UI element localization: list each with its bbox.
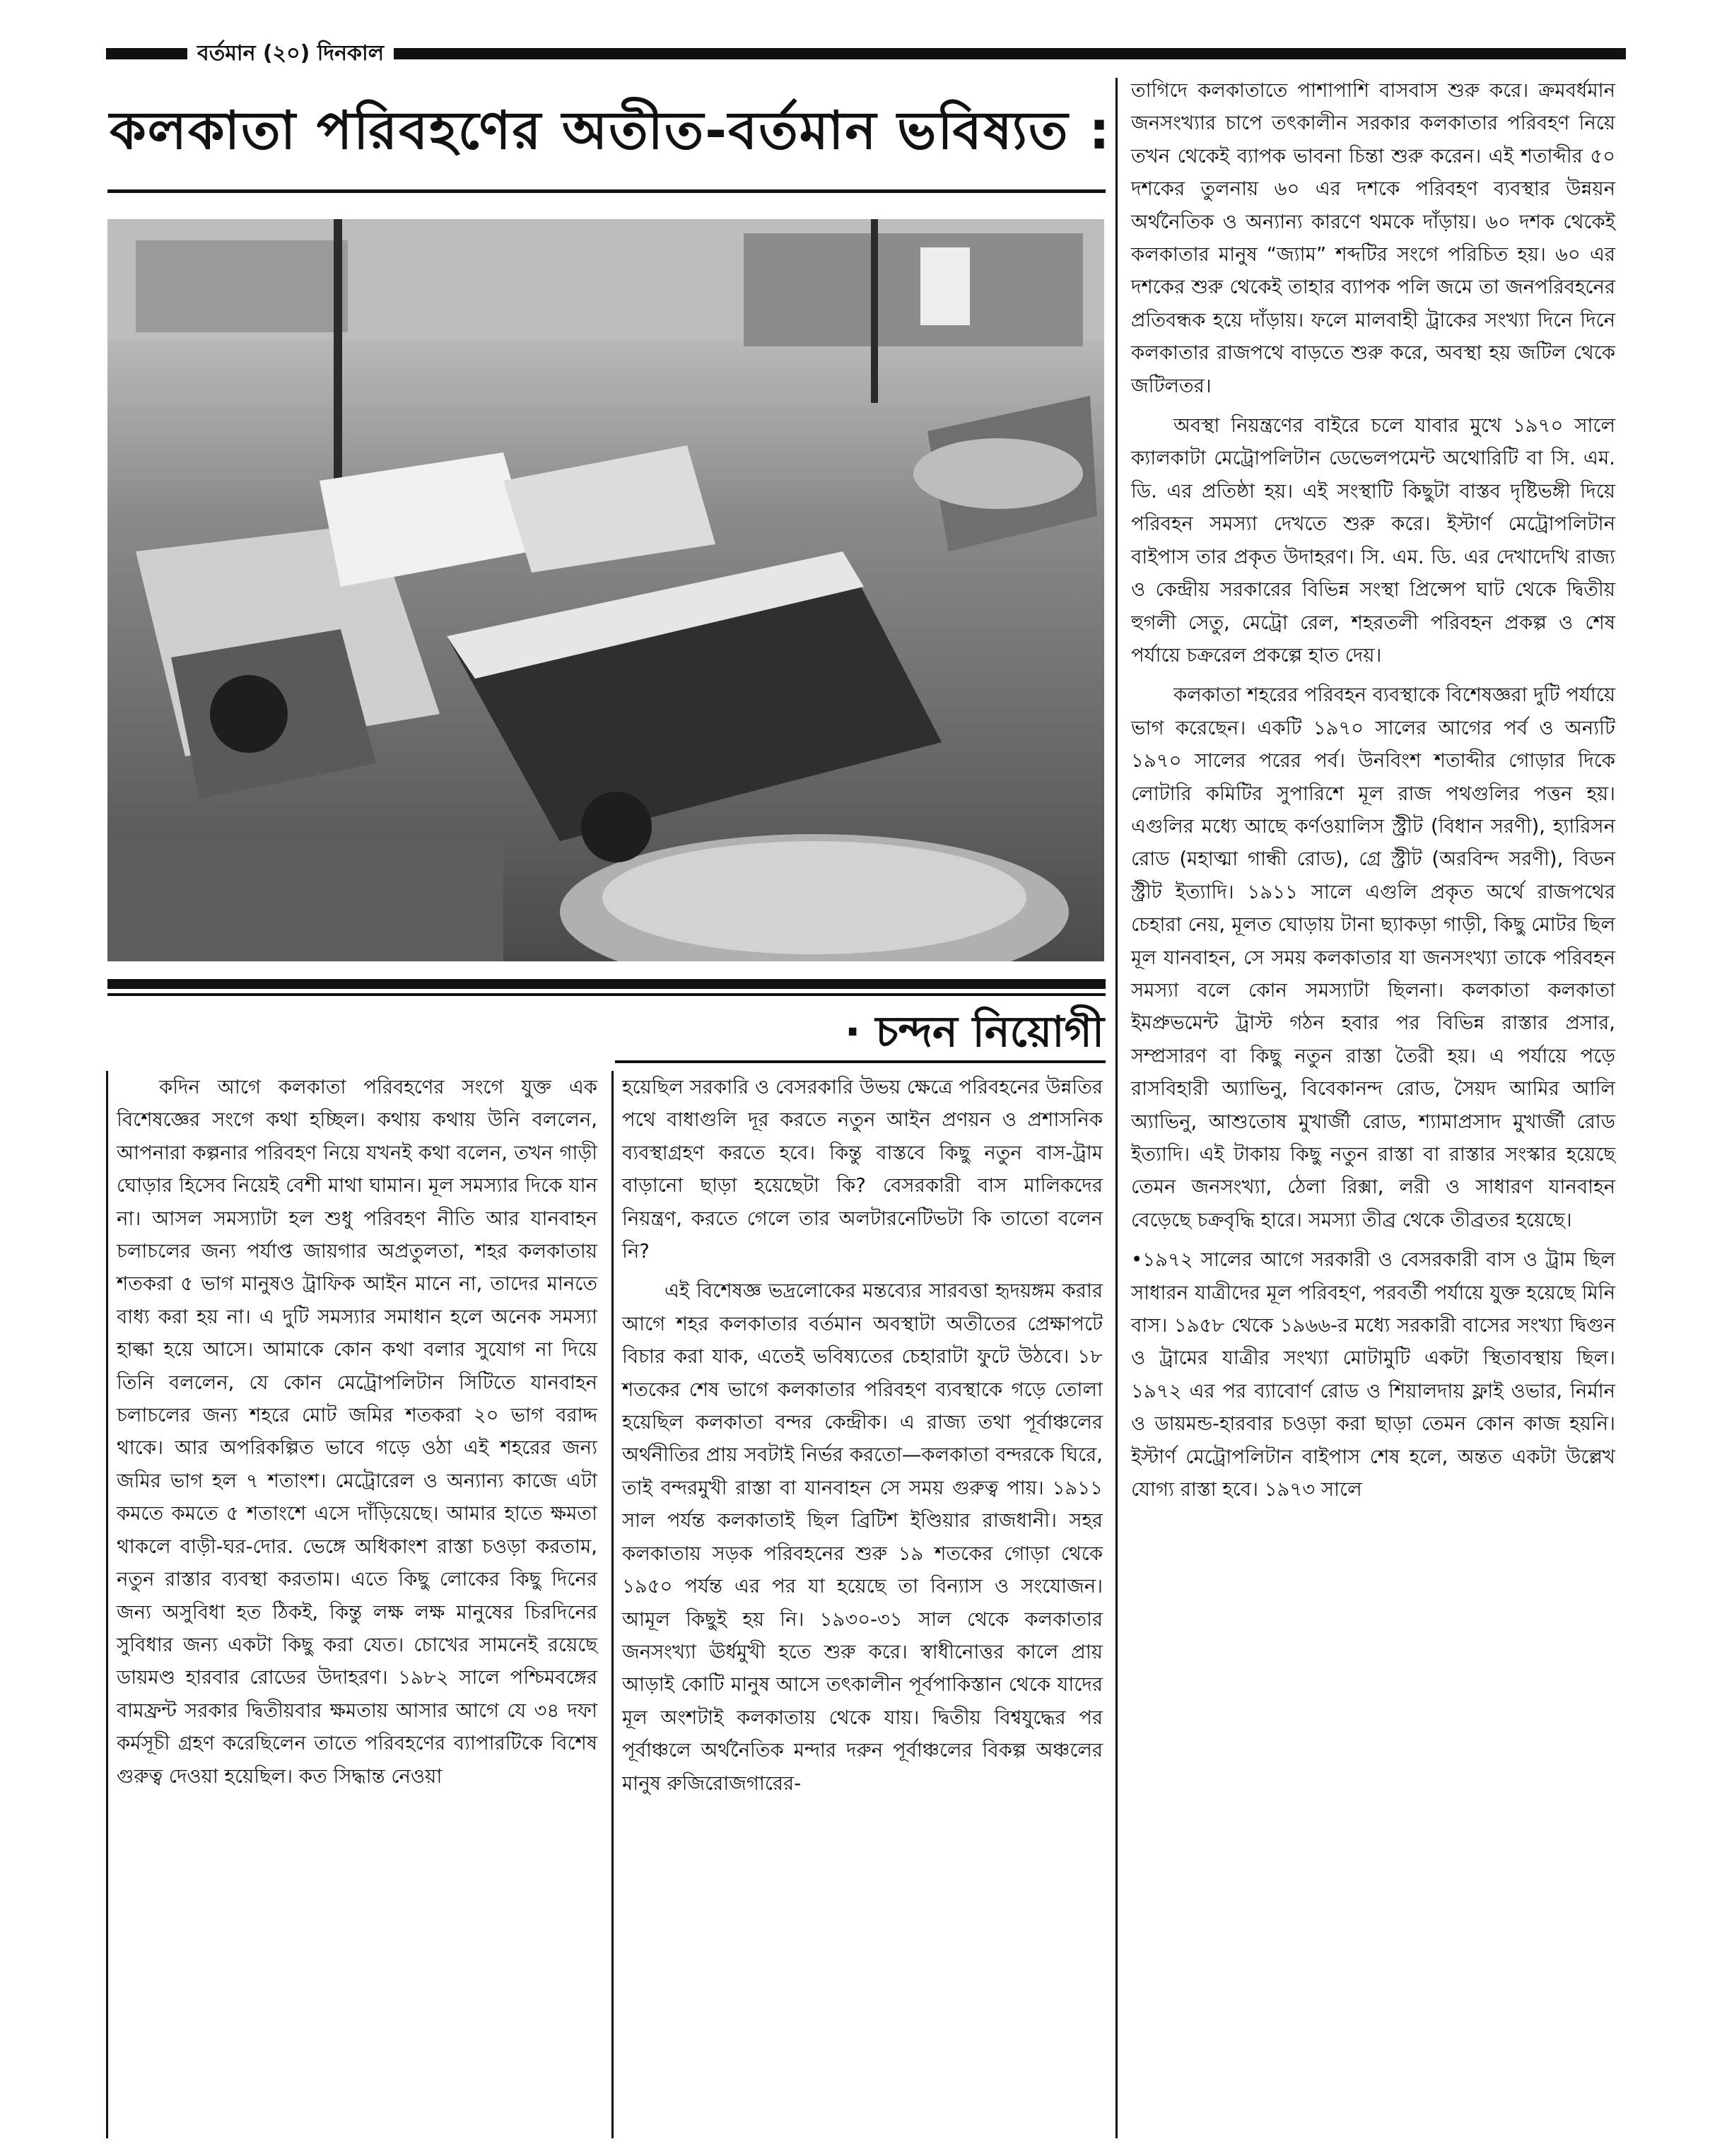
column-divider-right bbox=[1115, 78, 1118, 2138]
traffic-photo-illustration bbox=[107, 219, 1104, 961]
headline-rule bbox=[107, 189, 1106, 193]
right-column-paragraph-3: কলকাতা শহরের পরিবহন ব্যবস্থাকে বিশেষজ্ঞরা দুটি পর্যায়ে ভাগ করেছেন। একটি ১৯৭০ সালের আগের পর্ব ও অন্যটি ১৯৭০ সালের পরের পর্ব। উনবিংশ শতাব্দীর গোড়ার দিকে লোটারি কমিটির সুপারিশে মূল রাজ পথগুলির পত্তন হয়। এগুলির মধ্যে আছে কর্ণওয়ালিস স্ট্রীট (বিধান সরণী), হ্যারিসন রোড (মহাত্মা গান্ধী রোড), গ্রে স্ট্রীট (অরবিন্দ সরণী), বিডন স্ট্রীট ইত্যাদি। ১৯১১ সালে এগুলি প্রকৃত অর্থে রাজপথের চেহারা নেয়, মূলত ঘোড়ায় টানা ছ্যাকড়া গাড়ী, কিছু মোটর ছিল মূল যানবাহন, সে সময় কলকাতার যা জনসংখ্যা তাকে পরিবহন সমস্যা বলে কোন সমস্যাটা ছিলনা। কলকাতা কলকাতা ইমপ্রুভমেন্ট ট্রাস্ট গঠন হবার পর বিভিন্ন রাস্তার প্রসার, সম্প্রসারণ বা কিছু নতুন রাস্তা তৈরী হয়। এ পর্যায়ে পড়ে রাসবিহারী অ্যাভিনু, বিবেকানন্দ রোড, সৈয়দ আমির আলি অ্যাভিনু, আশুতোষ মুখার্জী রোড, শ্যামাপ্রসাদ মুখার্জী রোড ইত্যাদি। এই টাকায় কিছু নতুন রাস্তা বা রাস্তার সংস্কার হয়েছে তেমন জনসংখ্যা, ঠেলা রিক্সা, লরী ও সাধারণ যানবাহন বেড়েছে চক্রবৃদ্ধি হারে। সমস্যা তীব্র থেকে তীব্রতর হয়েছে। bbox=[1131, 684, 1616, 1231]
masthead bbox=[106, 42, 1626, 65]
headline: কলকাতা পরিবহণের অতীত-বর্তমান ভবিষ্যত : bbox=[110, 100, 1111, 161]
column-divider-middle bbox=[611, 1071, 614, 2138]
left-column-paragraph-1: কদিন আগে কলকাতা পরিবহণের সংগে যুক্ত এক বিশেষজ্ঞের সংগে কথা হচ্ছিল। কথায় কথায় উনি বললেন, আপনারা কল্পনার পরিবহণ নিয়ে যখনই কথা বলেন, তখন গাড়ী ঘোড়ার হিসেব নিয়েই বেশী মাথা ঘামান। মূল সমস্যার দিকে যান না। আসল সমস্যাটা হল শুধু পরিবহণ নীতি আর যানবাহন চলাচলের জন্য পর্যাপ্ত জায়গার অপ্রতুলতা, শহর কলকাতায় শতকরা ৫ ভাগ মানুষও ট্রাফিক আইন মানে না, তাদের মানতে বাধ্য করা হয় না। এ দুটি সমস্যার সমাধান হলে অনেক সমস্যা হাল্কা হয়ে আসে। আমাকে কোন কথা বলার সুযোগ না দিয়ে তিনি বললেন, যে কোন মেট্রোপলিটান সিটিতে যানবাহন চলাচলের জন্য শহরে মোট জমির শতকরা ২০ ভাগ বরাদ্দ থাকে। আর অপরিকল্পিত ভাবে গড়ে ওঠা এই শহরের জন্য জমির ভাগ হল ৭ শতাংশ। মেট্রোরেল ও অন্যান্য কাজে এটা কমতে কমতে ৫ শতাংশে এসে দাঁড়িয়েছে। আমার হাতে ক্ষমতা থাকলে বাড়ী-ঘর-দোর. ভেঙ্গে অধিকাংশ রাস্তা চওড়া করতাম, নতুন রাস্তার ব্যবস্থা করতাম। এতে কিছু লোকের কিছু দিনের জন্য অসুবিধা হত ঠিকই, কিন্তু লক্ষ লক্ষ মানুষের চিরদিনের সুবিধার জন্য একটা কিছু করা যেত। চোখের সামনেই রয়েছে ডায়মণ্ড হারবার রোডের উদাহরণ। ১৯৮২ সালে পশ্চিমবঙ্গের বামফ্রন্ট সরকার দ্বিতীয়বার ক্ষমতায় আসার আগে যে ৩৪ দফা কর্মসূচী গ্রহণ করেছিলেন তাতে পরিবহণের ব্যাপারটিকে বিশেষ গুরুত্ব দেওয়া হয়েছিল। কত সিদ্ধান্ত নেওয়া bbox=[117, 1076, 597, 1788]
masthead-label: বর্তমান (২০) দিনকাল bbox=[187, 38, 394, 69]
byline: · চন্দন নিয়োগী bbox=[844, 1007, 1104, 1057]
right-column-paragraph-2: অবস্থা নিয়ন্ত্রণের বাইরে চলে যাবার মুখে ১৯৭০ সালে ক্যালকাটা মেট্রোপলিটান ডেভেলপমেন্ট অথোরিটি বা সি. এম. ডি. এর প্রতিষ্ঠা হয়। এই সংস্থাটি কিছুটা বাস্তব দৃষ্টিভঙ্গী দিয়ে পরিবহন সমস্যা দেখতে শুরু করে। ইস্টার্ণ মেট্রোপলিটান বাইপাস তার প্রকৃত উদাহরণ। সি. এম. ডি. এর দেখাদেখি রাজ্য ও কেন্দ্রীয় সরকারের বিভিন্ন সংস্থা প্রিন্সেপ ঘাট থেকে দ্বিতীয় হুগলী সেতু, মেট্রো রেল, শহরতলী পরিবহন প্রকল্প ও শেষ পর্যায়ে চক্ররেল প্রকল্পে হাত দেয়। bbox=[1131, 414, 1615, 667]
column-divider-left bbox=[106, 1071, 108, 2138]
byline-underline bbox=[615, 1060, 1106, 1063]
right-column-paragraph-4: •১৯৭২ সালের আগে সরকারী ও বেসরকারী বাস ও ট্রাম ছিল সাধারন যাত্রীদের মূল পরিবহণ, পরবর্তী পর্যায়ে যুক্ত হয়েছে মিনি বাস। ১৯৫৮ থেকে ১৯৬৬-র মধ্যে সরকারী বাসের সংখ্যা দ্বিগুন ও ট্রামের যাত্রীর সংখ্যা মোটামুটি একটা স্থিতাবস্থায় ছিল। ১৯৭২ এর পর ব্যাবোর্ণ রোড ও শিয়ালদায় ফ্লাই ওভার, নির্মান ও ডায়মন্ড-হারবার চওড়া করা ছাড়া তেমন কোন কাজ হয়নি। ইস্টার্ণ মেট্রোপলিটান বাইপাস শেষ হলে, অন্তত একটা উল্লেখ যোগ্য রাস্তা হবে। ১৯৭৩ সালে bbox=[1131, 1248, 1615, 1501]
article-photo bbox=[107, 219, 1104, 961]
middle-column-paragraph-1: হয়েছিল সরকারি ও বেসরকারি উভয় ক্ষেত্রে পরিবহনের উন্নতির পথে বাধাগুলি দূর করতে নতুন আইন প্রণয়ন ও প্রশাসনিক ব্যবস্থাগ্রহণ করতে হবে। কিন্তু বাস্তবে কিছু নতুন বাস-ট্রাম বাড়ানো ছাড়া হয়েছেটা কি? বেসরকারী বাস মালিকদের নিয়ন্ত্রণ, করতে গেলে তার অলটারনেটিভটা কি তাতো বলেন নি? bbox=[622, 1076, 1103, 1263]
right-column-paragraph-1: তাগিদে কলকাতাতে পাশাপাশি বাসবাস শুরু করে। ক্রমবর্ধমান জনসংখ্যার চাপে তৎকালীন সরকার কলকাতার পরিবহণ নিয়ে তখন থেকেই ব্যাপক ভাবনা চিন্তা শুরু করেন। এই শতাব্দীর ৫০ দশকের তুলনায় ৬০ এর দশকে পরিবহণ ব্যবস্থার উন্নয়ন অর্থনৈতিক ও অন্যান্য কারণে থমকে দাঁড়ায়। ৬০ দশক থেকেই কলকাতার মানুষ “জ্যাম” শব্দটির সংগে পরিচিত হয়। ৬০ এর দশকের শুরু থেকেই তাহার ব্যাপক পলি জমে তা জনপরিবহনের প্রতিবন্ধক হয়ে দাঁড়ায়। ফলে মালবাহী ট্রাকের সংখ্যা দিনে দিনে কলকাতার রাজপথে বাড়তে শুরু করে, অবস্থা হয় জটিল থেকে জটিলতর। bbox=[1131, 79, 1615, 397]
left-column bbox=[117, 1071, 597, 2138]
byline-rule-thin bbox=[107, 993, 1106, 996]
right-column bbox=[1131, 74, 1615, 2142]
middle-column bbox=[622, 1071, 1103, 2138]
byline-rule-thick bbox=[107, 979, 1106, 989]
middle-column-paragraph-2: এই বিশেষজ্ঞ ভদ্রলোকের মন্তব্যের সারবত্তা হৃদয়ঙ্গম করার আগে শহর কলকাতার বর্তমান অবস্থাটা অতীতের প্রেক্ষাপটে বিচার করা যাক, এতেই ভবিষ্যতের চেহারাটা ফুটে উঠবে। ১৮ শতকের শেষ ভাগে কলকাতার পরিবহণ ব্যবস্থাকে গড়ে তোলা হয়েছিল কলকাতা বন্দর কেন্দ্রীক। এ রাজ্য তথা পূর্বাঞ্চলের অর্থনীতির প্রায় সবটাই নির্ভর করতো—কলকাতা বন্দরকে ঘিরে, তাই বন্দরমুখী রাস্তা বা যানবাহন সে সময় গুরুত্ব পায়। ১৯১১ সাল পর্যন্ত কলকাতাই ছিল ব্রিটিশ ইণ্ডিয়ার রাজধানী। সহর কলকাতায় সড়ক পরিবহনের শুরু ১৯ শতকের গোড়া থেকে ১৯৫০ পর্যন্ত এর পর যা হয়েছে তা বিন্যাস ও সংযোজন। আমূল কিছুই হয় নি। ১৯৩০-৩১ সাল থেকে কলকাতার জনসংখ্যা ঊর্ধমুখী হতে শুরু করে। স্বাধীনোত্তর কালে প্রায় আড়াই কোটি মানুষ আসে তৎকালীন পূর্বপাকিস্তান থেকে যাদের মূল অংশটাই কলকাতায় থেকে যায়। দ্বিতীয় বিশ্বযুদ্ধের পর পূর্বাঞ্চলে অর্থনৈতিক মন্দার দরুন পূর্বাঞ্চলের বিকল্প অঞ্চলের মানুষ রুজিরোজগারের- bbox=[622, 1279, 1103, 1795]
